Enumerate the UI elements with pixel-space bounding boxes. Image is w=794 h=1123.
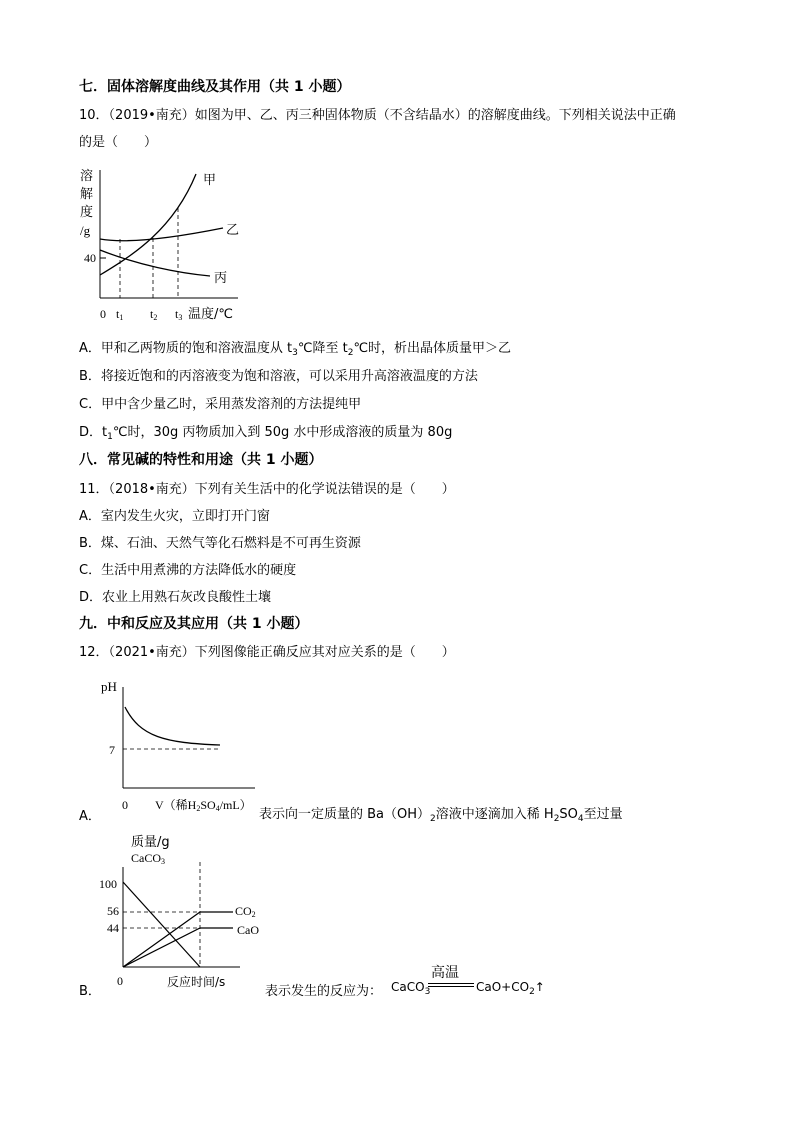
q11-option-b: B．煤、石油、天然气等化石燃料是不可再生资源 <box>79 536 361 551</box>
y-tick-40: 40 <box>84 251 96 265</box>
q10-option-c: C．甲中含少量乙时，采用蒸发溶剂的方法提纯甲 <box>79 397 362 412</box>
x-tick-t3: t3 <box>175 307 183 322</box>
x-axis-label: V（稀H2SO4/mL） <box>155 798 252 813</box>
y-label-char-3: 度 <box>80 205 94 220</box>
line-caco3 <box>123 882 200 967</box>
x-tick-t1: t1 <box>116 307 124 322</box>
y-label-mass: 质量/g <box>131 835 170 850</box>
eq-left: CaCO$_3$ <box>391 980 431 997</box>
x-axis-label: 反应时间/s <box>167 975 226 989</box>
section-7-title: 七．固体溶解度曲线及其作用（共 1 小题） <box>79 79 351 95</box>
origin-label: 0 <box>117 974 123 988</box>
series-label-bing: 丙 <box>214 271 228 286</box>
label-cao: CaO <box>237 923 259 937</box>
y-label-char-1: 溶 <box>80 169 94 184</box>
section-9-title: 九．中和反应及其应用（共 1 小题） <box>79 616 309 632</box>
label-co2: CO2 <box>235 904 256 919</box>
q12-stem: 12．（2021•南充）下列图像能正确反应其对应关系的是（ ） <box>79 645 455 660</box>
q10-stem-line1: 10．（2019•南充）如图为甲、乙、丙三种固体物质（不含结晶水）的溶解度曲线。下列相关说法中正确 <box>79 108 676 123</box>
q12-option-a-desc: 表示向一定质量的 $Ba(OH)_2$溶液中逐滴加入稀 $H_2SO_4$至过量 <box>259 807 623 824</box>
eq-condition: 高温 <box>431 965 459 981</box>
curve-bing <box>100 250 210 276</box>
q11-option-d: D．农业上用熟石灰改良酸性土壤 <box>79 590 272 605</box>
tick-44: 44 <box>107 921 119 935</box>
origin-label: 0 <box>100 307 106 321</box>
eq-right: $CaO+CO_2↑$ <box>476 980 545 997</box>
ph-curve <box>125 707 220 745</box>
q10-option-b: B．将接近饱和的丙溶液变为饱和溶液，可以采用升高溶液温度的方法 <box>79 369 478 384</box>
curve-yi <box>100 228 223 241</box>
y-label-unit: /g <box>80 223 91 238</box>
series-label-yi: 乙 <box>226 223 240 238</box>
tick-100: 100 <box>99 877 117 891</box>
q12-option-b-letter: B． <box>79 984 101 999</box>
q12-option-a-letter: A． <box>79 809 101 824</box>
section-8-title: 八．常见碱的特性和用途（共 1 小题） <box>79 452 323 468</box>
ph-axis-label: pH <box>101 679 117 694</box>
decomposition-figure <box>95 832 270 992</box>
q10-stem-line2: 的是（ ） <box>79 135 158 150</box>
q10-option-d: D．$t_1℃$时，30g 丙物质加入到 50g 水中形成溶液的质量为 80g <box>79 425 453 442</box>
origin-label: 0 <box>122 798 128 812</box>
curve-jia <box>100 174 196 275</box>
line-cao <box>123 928 233 967</box>
eq-bar-top <box>428 983 474 984</box>
eq-bar-bottom <box>428 986 474 987</box>
x-tick-t2: t2 <box>150 307 158 322</box>
q11-option-c: C．生活中用煮沸的方法降低水的硬度 <box>79 563 297 578</box>
ph-curve-figure <box>95 675 265 817</box>
ph-tick-7: 7 <box>109 743 115 757</box>
y-label-caco3: CaCO3 <box>131 851 165 866</box>
q11-stem: 11．（2018•南充）下列有关生活中的化学说法错误的是（ ） <box>79 482 455 497</box>
x-axis-label: 温度/℃ <box>188 307 233 322</box>
q10-option-a: A．甲和乙两物质的饱和溶液温度从 $t_3℃$降至 $t_2℃$时，析出晶体质量甲＞乙 <box>79 341 512 358</box>
q12-option-b-desc: 表示发生的反应为： <box>265 984 383 999</box>
y-label-char-2: 解 <box>80 187 94 202</box>
solubility-curve-figure <box>78 160 248 325</box>
tick-56: 56 <box>107 904 119 918</box>
q11-option-a: A．室内发生火灾，立即打开门窗 <box>79 509 270 524</box>
series-label-jia: 甲 <box>203 173 217 188</box>
